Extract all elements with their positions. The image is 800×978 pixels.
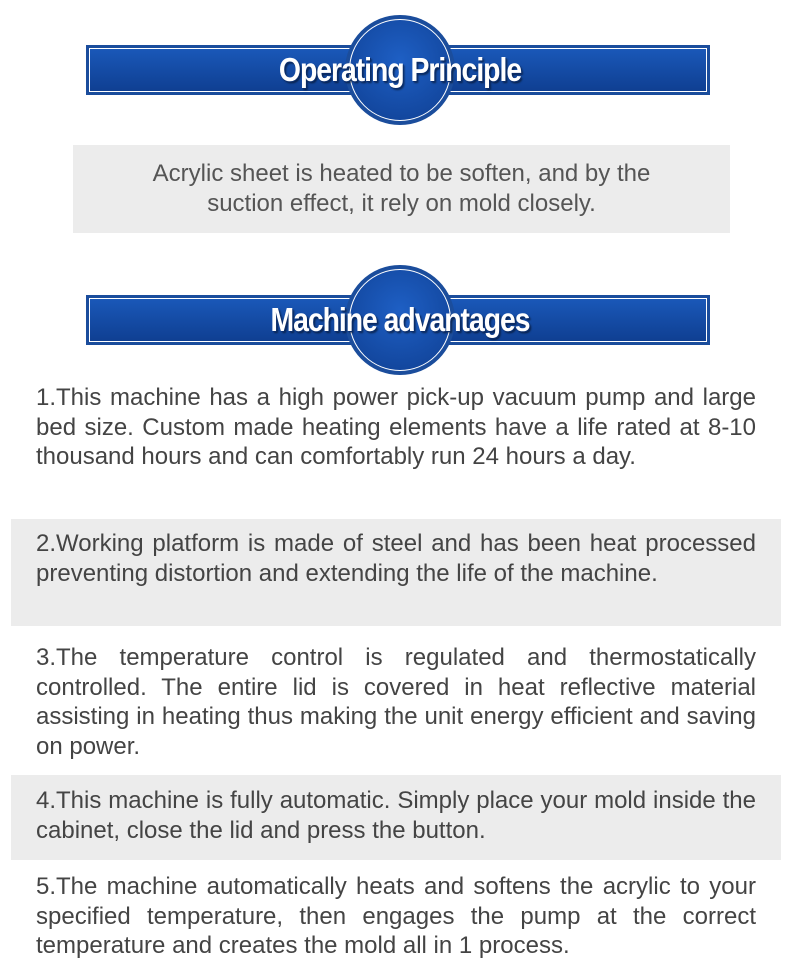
advantage-item-1: 1.This machine has a high power pick-up vacuum pump and large bed size. Custom made heating elements have a life rated at 8-10 thousand hours and can comfortably run 24 hours a day. [36,384,756,470]
advantage-item-3: 3.The temperature control is regulated and thermostatically controlled. The entire lid is covered in heat reflective material assisting in heating thus making the unit energy efficient and saving on power. [36,644,756,760]
operating-principle-banner [0,15,800,125]
machine-advantages-banner [0,265,800,375]
principle-line-2: suction effect, it rely on mold closely. [207,190,596,217]
advantage-item-5: 5.The machine automatically heats and softens the acrylic to your specified temperature, then engages the pump at the correct temperature and creates the mold all in 1 process. [36,873,756,959]
operating-principle-text [73,145,730,233]
advantage-item-2: 2.Working platform is made of steel and has been heat processed preventing distortion and extending the life of the machine. [11,519,781,626]
operating-principle-title: Operating Principle [278,51,522,88]
machine-advantages-title: Machine advantages [270,301,530,338]
advantage-item-4: 4.This machine is fully automatic. Simply place your mold inside the cabinet, close the lid and press the button. [11,775,781,860]
principle-line-1: Acrylic sheet is heated to be soften, and by the [152,160,651,187]
